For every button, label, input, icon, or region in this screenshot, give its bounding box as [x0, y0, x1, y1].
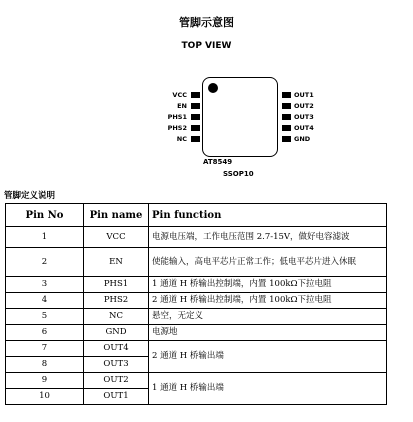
pin-function-cell: 2 通道 H 桥输出控制端，内置 100kΩ下拉电阻 [149, 293, 387, 309]
chip-pin-phs1 [191, 114, 200, 120]
pin-label-phs1: PHS1 [167, 113, 187, 121]
pin-label-gnd: GND [294, 135, 311, 143]
pin-no-cell: 1 [6, 227, 84, 248]
pin-label-nc: NC [176, 135, 187, 143]
pin-name-cell: PHS1 [84, 277, 149, 293]
chip-pin-phs2 [191, 125, 200, 131]
pin-label-vcc: VCC [172, 91, 187, 99]
pin-no-cell: 10 [6, 389, 84, 405]
pin-label-out2: OUT2 [294, 102, 314, 110]
chip-pin-out3 [282, 114, 291, 120]
pin-name-cell: NC [84, 309, 149, 325]
pin-name-cell: OUT2 [84, 373, 149, 389]
table-row [6, 341, 387, 357]
table-row [6, 373, 387, 389]
pin-no-cell: 2 [6, 248, 84, 277]
pin-name-cell: GND [84, 325, 149, 341]
pin-function-cell: 使能输入，高电平芯片正常工作；低电平芯片进入休眠 [149, 248, 387, 277]
package-name: SSOP10 [223, 170, 254, 178]
pin-label-phs2: PHS2 [167, 124, 187, 132]
pin-no-cell: 6 [6, 325, 84, 341]
table-row [6, 325, 387, 341]
pin-label-out3: OUT3 [294, 113, 314, 121]
section-title: 管脚定义说明 [4, 191, 56, 201]
pin-function-cell: 1 通道 H 桥输出端 [149, 373, 387, 405]
pin-function-cell: 1 通道 H 桥输出控制端，内置 100kΩ下拉电阻 [149, 277, 387, 293]
diagram-title: 管脚示意图 [179, 16, 234, 29]
chip-pin-out1 [282, 92, 291, 98]
chip-pin-en [191, 103, 200, 109]
pin-function-cell: 电源电压端，工作电压范围 2.7-15V，做好电容滤波 [149, 227, 387, 248]
pin-no-cell: 4 [6, 293, 84, 309]
header-pin-function: Pin function [149, 204, 387, 227]
table-header-row [6, 204, 387, 227]
table-row [6, 248, 387, 277]
pin-name-cell: OUT1 [84, 389, 149, 405]
chip-pin-vcc [191, 92, 200, 98]
table-row [6, 293, 387, 309]
pin-no-cell: 8 [6, 357, 84, 373]
header-pin-no: Pin No [6, 204, 84, 227]
pin-label-out1: OUT1 [294, 91, 314, 99]
pin-label-out4: OUT4 [294, 124, 314, 132]
pin-name-cell: OUT3 [84, 357, 149, 373]
pin-no-cell: 3 [6, 277, 84, 293]
chip-pin-out2 [282, 103, 291, 109]
pin-name-cell: OUT4 [84, 341, 149, 357]
table-row [6, 309, 387, 325]
part-number: AT8549 [203, 158, 233, 166]
pin-function-cell: 电源地 [149, 325, 387, 341]
pin-function-cell: 悬空，无定义 [149, 309, 387, 325]
pin-name-cell: PHS2 [84, 293, 149, 309]
table-row [6, 227, 387, 248]
pin-label-en: EN [177, 102, 187, 110]
pin-no-cell: 7 [6, 341, 84, 357]
header-pin-name: Pin name [84, 204, 149, 227]
chip-pin-gnd [282, 136, 291, 142]
table-row [6, 277, 387, 293]
pin-no-cell: 5 [6, 309, 84, 325]
pin-no-cell: 9 [6, 373, 84, 389]
pin-name-cell: EN [84, 248, 149, 277]
pin-function-cell: 2 通道 H 桥输出端 [149, 341, 387, 373]
top-view-label: TOP VIEW [181, 41, 232, 51]
chip-pin-out4 [282, 125, 291, 131]
pin-name-cell: VCC [84, 227, 149, 248]
chip-body [202, 77, 278, 157]
pin-definition-table [5, 203, 387, 405]
chip-pin-nc [191, 136, 200, 142]
pin1-marker [208, 83, 218, 93]
